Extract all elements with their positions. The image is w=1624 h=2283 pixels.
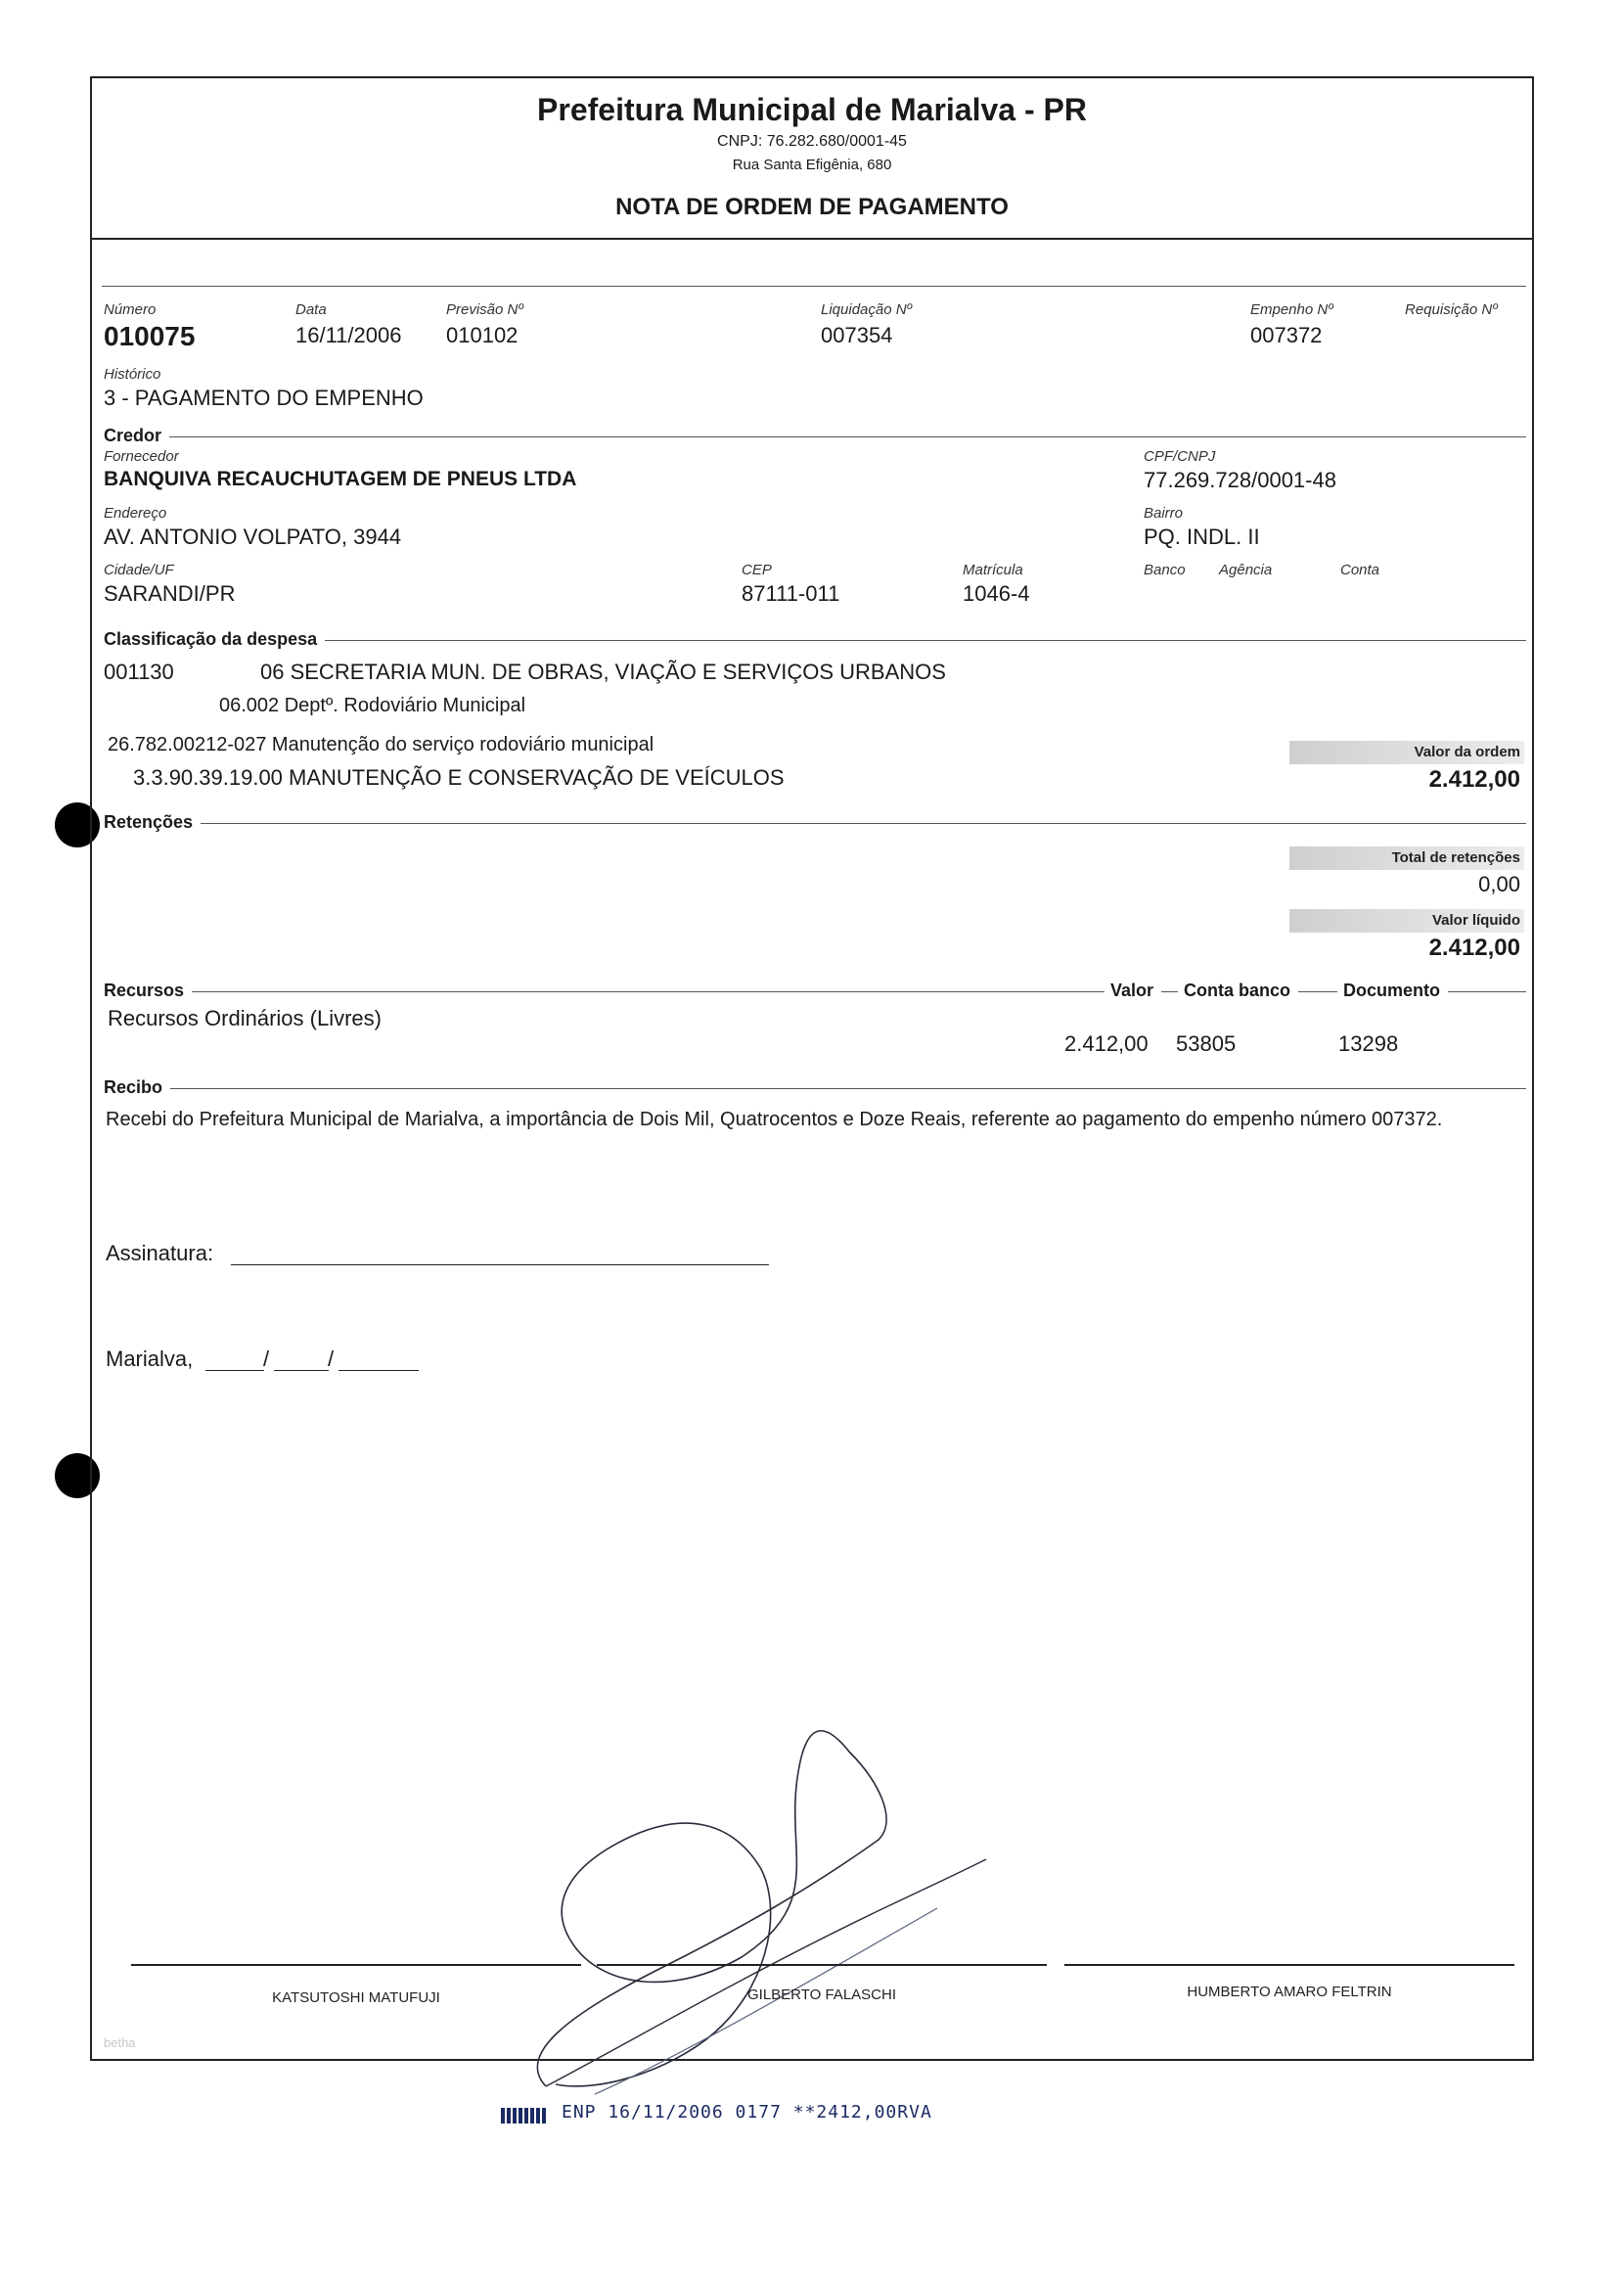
- signatory-1: KATSUTOSHI MATUFUJI: [272, 1989, 440, 2006]
- total-retencoes-label: Total de retenções: [1391, 849, 1520, 866]
- local-date-label: Marialva,: [106, 1347, 194, 1371]
- valor-ordem-value: 2.412,00: [1428, 766, 1520, 793]
- data-value: 16/11/2006: [295, 323, 402, 347]
- address-text: Rua Santa Efigênia, 680: [732, 157, 892, 173]
- signature-line-3[interactable]: [1064, 1964, 1514, 1966]
- previsao-value: 010102: [446, 323, 519, 347]
- recibo-text: Recebi do Prefeitura Municipal de Marialva, a importância de Dois Mil, Quatrocentos e Doze Reais, referente ao pagamento do empenho número 007372.: [106, 1109, 1443, 1130]
- recursos-documento: 13298: [1338, 1031, 1399, 1056]
- cidade-label: Cidade/UF: [104, 562, 174, 578]
- historico-label: Histórico: [104, 366, 161, 383]
- empenho-label: Empenho Nº: [1250, 301, 1333, 318]
- recibo-rule: [104, 1088, 1526, 1089]
- valor-liquido-value: 2.412,00: [1428, 935, 1520, 961]
- agencia-label: Agência: [1219, 562, 1273, 578]
- valor-col-label: Valor: [1105, 981, 1161, 1001]
- classificacao-section-label: Classificação da despesa: [104, 629, 325, 650]
- recursos-conta: 53805: [1176, 1031, 1237, 1056]
- signature-line-2[interactable]: [597, 1964, 1047, 1966]
- credor-rule: [104, 436, 1526, 437]
- bank-stamp-mark: [501, 2108, 548, 2123]
- date-day-line[interactable]: [205, 1370, 264, 1371]
- historico-value: 3 - PAGAMENTO DO EMPENHO: [104, 386, 424, 410]
- recursos-rule: [104, 991, 1526, 992]
- departamento-text: 06.002 Deptº. Rodoviário Municipal: [219, 695, 526, 716]
- recursos-fonte: Recursos Ordinários (Livres): [108, 1006, 382, 1030]
- numero-label: Número: [104, 301, 157, 318]
- cnpj-text: CNPJ: 76.282.680/0001-45: [717, 133, 907, 150]
- endereco-value: AV. ANTONIO VOLPATO, 3944: [104, 525, 402, 549]
- cep-value: 87111-011: [742, 581, 840, 606]
- handwritten-signature: [487, 1722, 1035, 2104]
- date-separator-1: /: [263, 1347, 270, 1371]
- documento-col-label: Documento: [1337, 981, 1448, 1001]
- bank-stamp: ENP 16/11/2006 0177 **2412,00RVA: [562, 2102, 932, 2123]
- credor-section-label: Credor: [104, 426, 169, 446]
- fornecedor-value: BANQUIVA RECAUCHUTAGEM DE PNEUS LTDA: [104, 468, 577, 490]
- retencoes-rule: [104, 823, 1526, 824]
- secretaria-text: 06 SECRETARIA MUN. DE OBRAS, VIAÇÃO E SERVIÇOS URBANOS: [260, 660, 946, 684]
- liquidacao-value: 007354: [821, 323, 893, 347]
- bairro-value: PQ. INDL. II: [1144, 525, 1260, 549]
- signature-line-1[interactable]: [131, 1964, 581, 1966]
- conta-banco-col-label: Conta banco: [1178, 981, 1298, 1001]
- classificacao-code: 001130: [104, 660, 174, 684]
- requisicao-label: Requisição Nº: [1405, 301, 1498, 318]
- date-year-line[interactable]: [338, 1370, 419, 1371]
- recibo-section-label: Recibo: [104, 1077, 170, 1098]
- data-label: Data: [295, 301, 327, 318]
- banco-label: Banco: [1144, 562, 1186, 578]
- programa-text: 26.782.00212-027 Manutenção do serviço rodoviário municipal: [108, 734, 654, 755]
- fornecedor-label: Fornecedor: [104, 448, 179, 465]
- cidade-value: SARANDI/PR: [104, 581, 236, 606]
- signatory-2: GILBERTO FALASCHI: [747, 1986, 896, 2003]
- assinatura-label: Assinatura:: [106, 1241, 214, 1265]
- payment-order-document: [90, 76, 1534, 2061]
- assinatura-line[interactable]: [231, 1264, 769, 1265]
- valor-liquido-label: Valor líquido: [1431, 912, 1520, 929]
- matricula-value: 1046-4: [963, 581, 1030, 606]
- system-watermark: betha: [104, 2035, 136, 2050]
- elemento-text: 3.3.90.39.19.00 MANUTENÇÃO E CONSERVAÇÃO DE VEÍCULOS: [133, 765, 785, 790]
- endereco-label: Endereço: [104, 505, 167, 522]
- retencoes-section-label: Retenções: [104, 812, 201, 833]
- cpf-value: 77.269.728/0001-48: [1144, 468, 1336, 492]
- empenho-value: 007372: [1250, 323, 1323, 347]
- cep-label: CEP: [742, 562, 772, 578]
- previsao-label: Previsão Nº: [446, 301, 523, 318]
- cpf-label: CPF/CNPJ: [1144, 448, 1216, 465]
- recursos-section-label: Recursos: [104, 981, 192, 1001]
- info-top-rule: [102, 286, 1526, 287]
- matricula-label: Matrícula: [963, 562, 1023, 578]
- document-title: NOTA DE ORDEM DE PAGAMENTO: [615, 194, 1009, 220]
- municipality-title: Prefeitura Municipal de Marialva - PR: [537, 92, 1087, 127]
- total-retencoes-value: 0,00: [1478, 872, 1520, 896]
- signatory-3: HUMBERTO AMARO FELTRIN: [1187, 1984, 1392, 2000]
- liquidacao-label: Liquidação Nº: [821, 301, 913, 318]
- recursos-valor: 2.412,00: [1064, 1031, 1149, 1056]
- date-separator-2: /: [328, 1347, 335, 1371]
- valor-ordem-label: Valor da ordem: [1414, 744, 1520, 760]
- numero-value: 010075: [104, 321, 196, 351]
- date-month-line[interactable]: [274, 1370, 329, 1371]
- conta-label: Conta: [1340, 562, 1380, 578]
- bairro-label: Bairro: [1144, 505, 1184, 522]
- header-divider: [92, 238, 1532, 240]
